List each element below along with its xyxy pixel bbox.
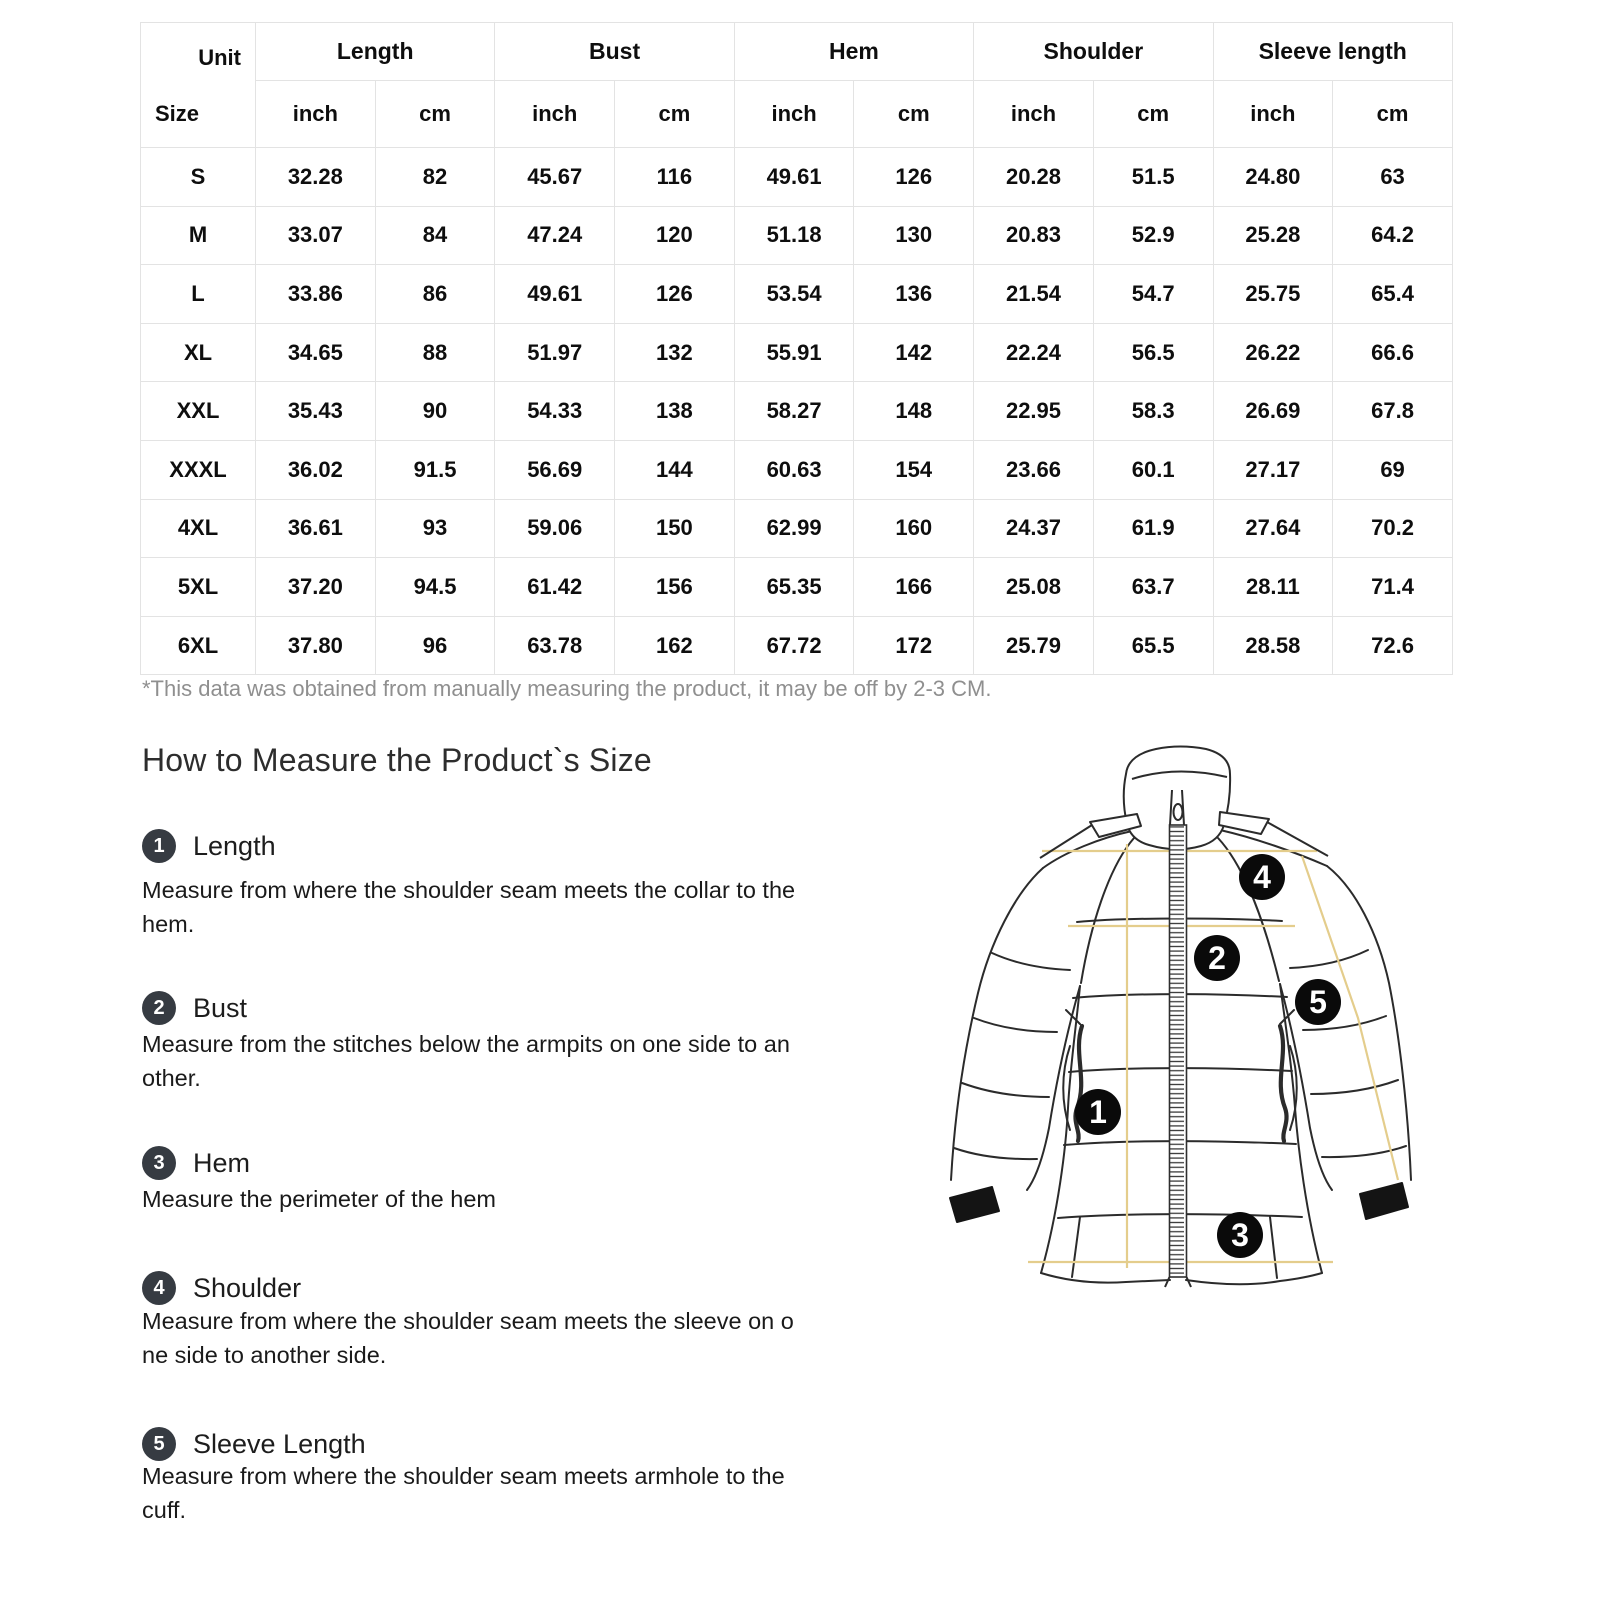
measurement-cell: 53.54 bbox=[734, 265, 854, 324]
column-group-header: Bust bbox=[495, 23, 734, 81]
zipper-pull-icon bbox=[1174, 804, 1183, 820]
measurement-cell: 63.78 bbox=[495, 616, 615, 675]
unit-header: inch bbox=[974, 81, 1094, 148]
measurement-cell: 93 bbox=[375, 499, 495, 558]
measure-marker-4 bbox=[1239, 854, 1285, 900]
measurement-cell: 54.7 bbox=[1093, 265, 1213, 324]
measurement-cell: 25.28 bbox=[1213, 206, 1333, 265]
measurement-cell: 82 bbox=[375, 148, 495, 207]
how-to-heading: How to Measure the Product`s Size bbox=[142, 742, 652, 778]
measurement-cell: 154 bbox=[854, 440, 974, 499]
step-label: Hem bbox=[193, 1147, 251, 1178]
step-label: Length bbox=[193, 830, 276, 861]
step-description: Measure from where the shoulder seam meets the collar to the hem. bbox=[142, 877, 796, 937]
measurement-cell: 32.28 bbox=[256, 148, 376, 207]
unit-header: cm bbox=[854, 81, 974, 148]
measurement-cell: 84 bbox=[375, 206, 495, 265]
measurement-cell: 56.5 bbox=[1093, 323, 1213, 382]
unit-header: inch bbox=[1213, 81, 1333, 148]
measurement-cell: 160 bbox=[854, 499, 974, 558]
unit-header: inch bbox=[734, 81, 854, 148]
measurement-cell: 64.2 bbox=[1333, 206, 1453, 265]
measurement-cell: 67.72 bbox=[734, 616, 854, 675]
svg-text:4: 4 bbox=[1253, 859, 1271, 895]
measurement-cell: 116 bbox=[615, 148, 735, 207]
size-cell: L bbox=[141, 265, 256, 324]
table-row bbox=[141, 616, 1453, 675]
unit-header: inch bbox=[495, 81, 615, 148]
measurement-cell: 22.24 bbox=[974, 323, 1094, 382]
measurement-cell: 33.86 bbox=[256, 265, 376, 324]
measurement-cell: 162 bbox=[615, 616, 735, 675]
size-cell: 6XL bbox=[141, 616, 256, 675]
size-cell: 4XL bbox=[141, 499, 256, 558]
measurement-cell: 59.06 bbox=[495, 499, 615, 558]
measurement-cell: 56.69 bbox=[495, 440, 615, 499]
table-row bbox=[141, 382, 1453, 441]
measurement-cell: 52.9 bbox=[1093, 206, 1213, 265]
svg-text:1: 1 bbox=[1089, 1094, 1107, 1130]
measurement-cell: 65.4 bbox=[1333, 265, 1453, 324]
measurement-cell: 63 bbox=[1333, 148, 1453, 207]
measurement-cell: 86 bbox=[375, 265, 495, 324]
size-cell: M bbox=[141, 206, 256, 265]
corner-size-label: Size bbox=[155, 101, 200, 126]
unit-header: cm bbox=[1093, 81, 1213, 148]
measurement-cell: 91.5 bbox=[375, 440, 495, 499]
measurement-cell: 33.07 bbox=[256, 206, 376, 265]
measurement-cell: 20.83 bbox=[974, 206, 1094, 265]
table-row bbox=[141, 499, 1453, 558]
measurement-cell: 37.80 bbox=[256, 616, 376, 675]
measurement-cell: 67.8 bbox=[1333, 382, 1453, 441]
column-group-header: Shoulder bbox=[974, 23, 1213, 81]
measurement-cell: 70.2 bbox=[1333, 499, 1453, 558]
left-cuff bbox=[950, 1187, 999, 1222]
measurement-cell: 88 bbox=[375, 323, 495, 382]
measure-marker-2 bbox=[1194, 935, 1240, 981]
measurement-cell: 20.28 bbox=[974, 148, 1094, 207]
measurement-cell: 51.97 bbox=[495, 323, 615, 382]
measurement-cell: 136 bbox=[854, 265, 974, 324]
step-description: Measure from where the shoulder seam meets armhole to the cuff. bbox=[142, 1463, 785, 1523]
measurement-cell: 94.5 bbox=[375, 558, 495, 617]
measurement-cell: 66.6 bbox=[1333, 323, 1453, 382]
size-cell: 5XL bbox=[141, 558, 256, 617]
measurement-cell: 144 bbox=[615, 440, 735, 499]
unit-header: cm bbox=[615, 81, 735, 148]
measurement-cell: 26.22 bbox=[1213, 323, 1333, 382]
measurement-cell: 61.42 bbox=[495, 558, 615, 617]
unit-header: inch bbox=[256, 81, 376, 148]
measurement-cell: 36.61 bbox=[256, 499, 376, 558]
step-label: Bust bbox=[193, 992, 248, 1023]
right-cuff bbox=[1360, 1183, 1408, 1219]
size-cell: XL bbox=[141, 323, 256, 382]
measurement-cell: 156 bbox=[615, 558, 735, 617]
measurement-cell: 27.64 bbox=[1213, 499, 1333, 558]
column-group-header: Sleeve length bbox=[1213, 23, 1452, 81]
table-row bbox=[141, 440, 1453, 499]
measurement-cell: 34.65 bbox=[256, 323, 376, 382]
step-title bbox=[142, 991, 247, 1025]
size-cell: XXL bbox=[141, 382, 256, 441]
table-group-row bbox=[141, 23, 1453, 81]
measure-marker-1 bbox=[1075, 1089, 1121, 1135]
measurement-cell: 51.18 bbox=[734, 206, 854, 265]
table-row bbox=[141, 323, 1453, 382]
table-row bbox=[141, 265, 1453, 324]
svg-text:2: 2 bbox=[1208, 940, 1226, 976]
measurement-cell: 72.6 bbox=[1333, 616, 1453, 675]
step-label: Sleeve Length bbox=[193, 1428, 366, 1459]
table-row bbox=[141, 558, 1453, 617]
measurement-cell: 49.61 bbox=[734, 148, 854, 207]
measurement-cell: 22.95 bbox=[974, 382, 1094, 441]
measurement-cell: 96 bbox=[375, 616, 495, 675]
step-number-badge: 2 bbox=[142, 991, 176, 1025]
measurement-cell: 27.17 bbox=[1213, 440, 1333, 499]
column-group-header: Hem bbox=[734, 23, 973, 81]
measurement-cell: 35.43 bbox=[256, 382, 376, 441]
unit-size-corner-cell bbox=[141, 23, 256, 148]
measurement-cell: 90 bbox=[375, 382, 495, 441]
measurement-cell: 49.61 bbox=[495, 265, 615, 324]
table-row bbox=[141, 148, 1453, 207]
measurement-cell: 51.5 bbox=[1093, 148, 1213, 207]
step-number-badge: 3 bbox=[142, 1146, 176, 1180]
measurement-cell: 65.5 bbox=[1093, 616, 1213, 675]
svg-text:3: 3 bbox=[1231, 1217, 1249, 1253]
step-label: Shoulder bbox=[193, 1272, 302, 1303]
column-group-header: Length bbox=[256, 23, 495, 81]
measurement-cell: 142 bbox=[854, 323, 974, 382]
size-cell: S bbox=[141, 148, 256, 207]
table-body bbox=[141, 148, 1453, 675]
measure-marker-3 bbox=[1217, 1212, 1263, 1258]
measurement-cell: 54.33 bbox=[495, 382, 615, 441]
measurement-cell: 36.02 bbox=[256, 440, 376, 499]
measurement-cell: 28.11 bbox=[1213, 558, 1333, 617]
step-title bbox=[142, 1427, 366, 1461]
step-description: Measure from where the shoulder seam meets the sleeve on o ne side to another side. bbox=[142, 1308, 794, 1368]
unit-header: cm bbox=[1333, 81, 1453, 148]
measurement-cell: 24.37 bbox=[974, 499, 1094, 558]
measurement-cell: 25.75 bbox=[1213, 265, 1333, 324]
svg-text:5: 5 bbox=[1309, 984, 1327, 1020]
measurement-cell: 21.54 bbox=[974, 265, 1094, 324]
measurement-cell: 24.80 bbox=[1213, 148, 1333, 207]
step-title bbox=[142, 1146, 250, 1180]
jacket-measurement-diagram bbox=[930, 728, 1430, 1308]
measurement-cell: 148 bbox=[854, 382, 974, 441]
step-number-badge: 4 bbox=[142, 1271, 176, 1305]
size-cell: XXXL bbox=[141, 440, 256, 499]
measurement-cell: 45.67 bbox=[495, 148, 615, 207]
step-number-badge: 5 bbox=[142, 1427, 176, 1461]
measure-lines bbox=[1028, 844, 1398, 1268]
step-title bbox=[142, 829, 276, 863]
size-chart-table bbox=[140, 22, 1453, 675]
measurement-disclaimer: *This data was obtained from manually measuring the product, it may be off by 2-3 CM. bbox=[142, 676, 992, 701]
measurement-cell: 69 bbox=[1333, 440, 1453, 499]
table-row bbox=[141, 206, 1453, 265]
unit-header: cm bbox=[375, 81, 495, 148]
measurement-cell: 37.20 bbox=[256, 558, 376, 617]
measurement-cell: 120 bbox=[615, 206, 735, 265]
measurement-cell: 23.66 bbox=[974, 440, 1094, 499]
measurement-cell: 126 bbox=[615, 265, 735, 324]
measurement-cell: 132 bbox=[615, 323, 735, 382]
measurement-cell: 28.58 bbox=[1213, 616, 1333, 675]
measurement-cell: 47.24 bbox=[495, 206, 615, 265]
measurement-cell: 71.4 bbox=[1333, 558, 1453, 617]
measure-marker-5 bbox=[1295, 979, 1341, 1025]
measurement-cell: 172 bbox=[854, 616, 974, 675]
measure-markers bbox=[1075, 854, 1341, 1258]
measurement-cell: 25.79 bbox=[974, 616, 1094, 675]
measurement-cell: 26.69 bbox=[1213, 382, 1333, 441]
measurement-cell: 150 bbox=[615, 499, 735, 558]
measurement-cell: 58.3 bbox=[1093, 382, 1213, 441]
step-description: Measure from the stitches below the armpits on one side to an other. bbox=[142, 1031, 790, 1091]
measurement-cell: 63.7 bbox=[1093, 558, 1213, 617]
measurement-cell: 65.35 bbox=[734, 558, 854, 617]
table-unit-row bbox=[141, 81, 1453, 148]
measurement-cell: 55.91 bbox=[734, 323, 854, 382]
measurement-cell: 138 bbox=[615, 382, 735, 441]
measurement-cell: 58.27 bbox=[734, 382, 854, 441]
measurement-cell: 62.99 bbox=[734, 499, 854, 558]
measurement-cell: 25.08 bbox=[974, 558, 1094, 617]
step-number-badge: 1 bbox=[142, 829, 176, 863]
measurement-cell: 60.63 bbox=[734, 440, 854, 499]
corner-unit-label: Unit bbox=[198, 45, 241, 70]
measurement-cell: 130 bbox=[854, 206, 974, 265]
measurement-cell: 61.9 bbox=[1093, 499, 1213, 558]
zipper bbox=[1165, 804, 1191, 1287]
measurement-cell: 166 bbox=[854, 558, 974, 617]
step-description: Measure the perimeter of the hem bbox=[142, 1186, 496, 1212]
step-title bbox=[142, 1271, 301, 1305]
measurement-cell: 126 bbox=[854, 148, 974, 207]
measurement-cell: 60.1 bbox=[1093, 440, 1213, 499]
